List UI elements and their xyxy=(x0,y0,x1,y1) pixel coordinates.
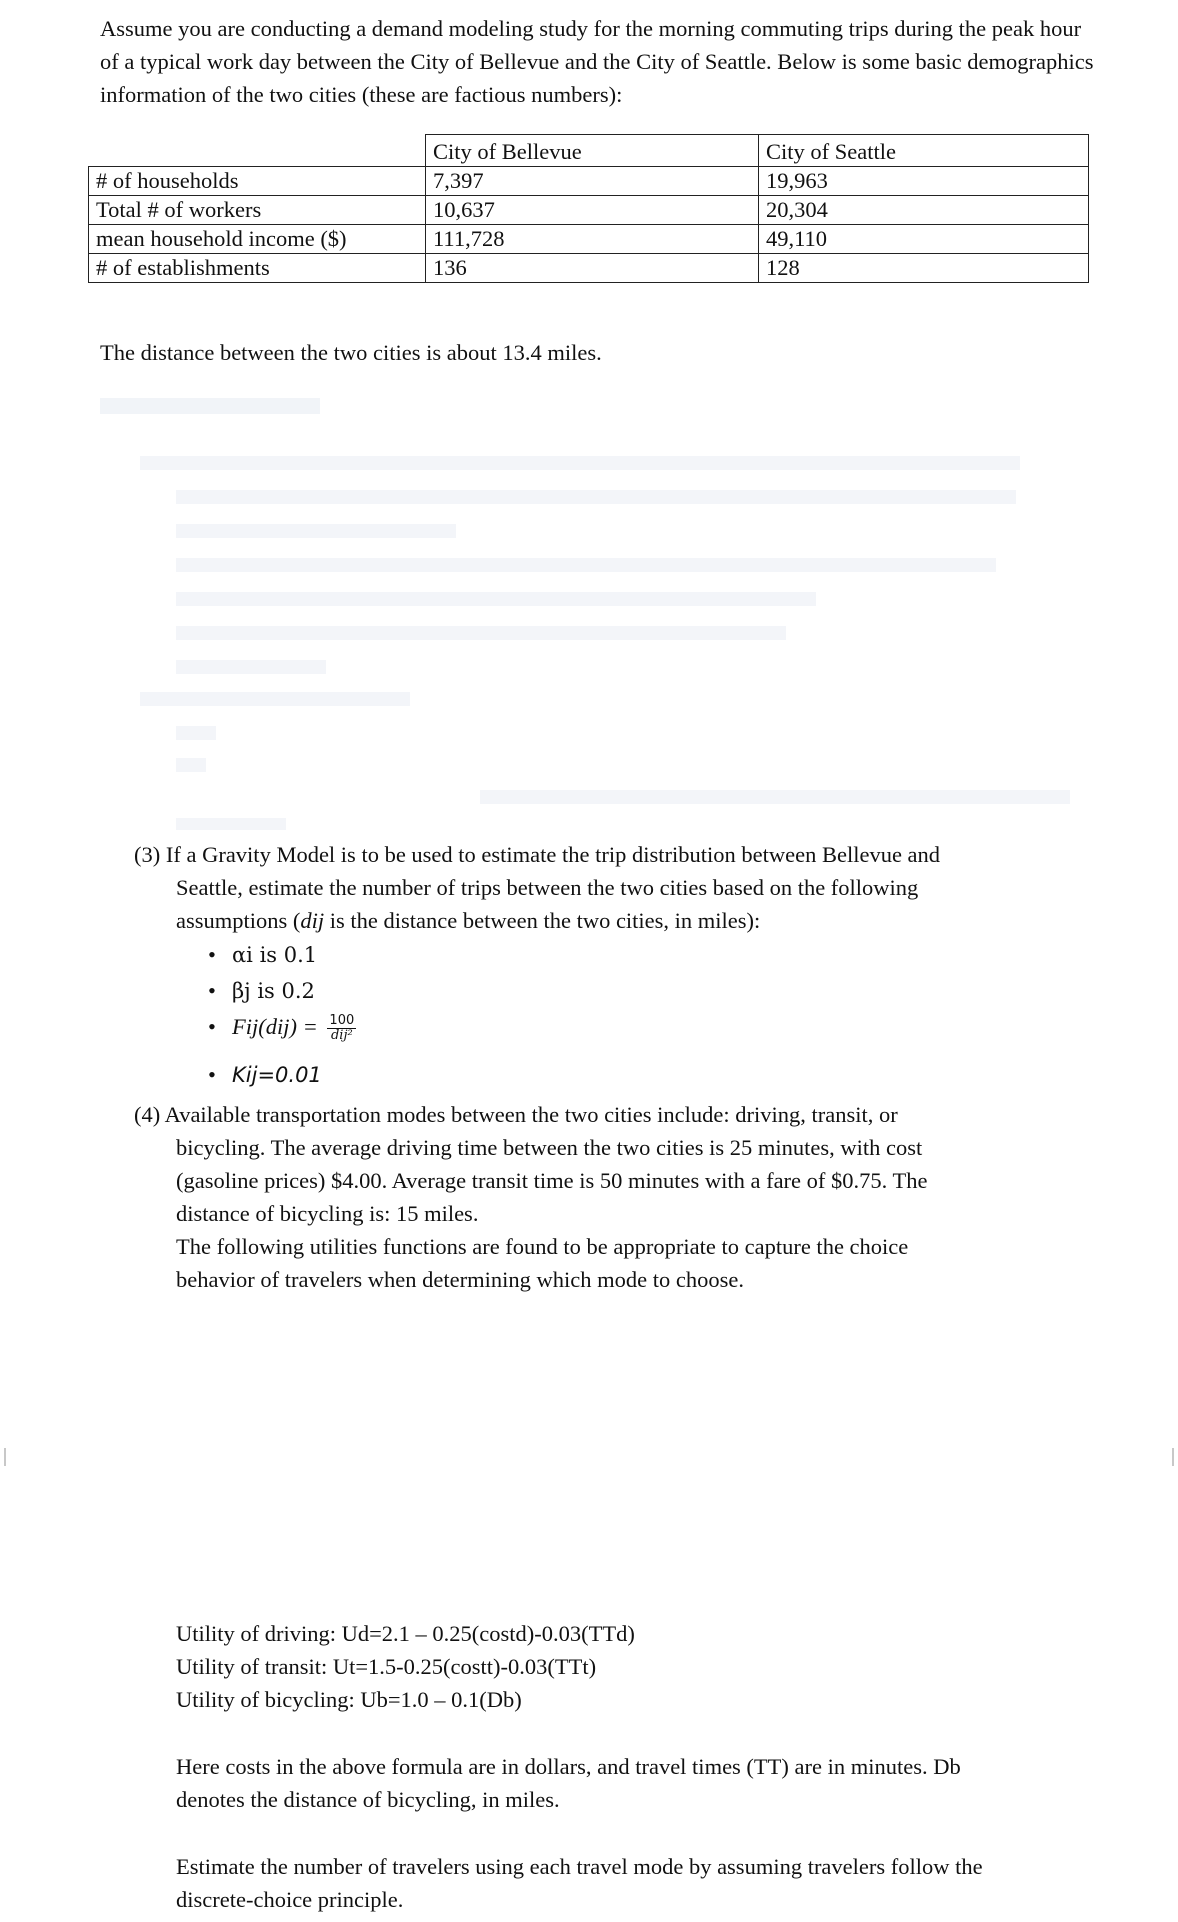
fraction-denominator: dij² xyxy=(330,1028,353,1044)
note-line-2: denotes the distance of bicycling, in miles. xyxy=(176,1787,560,1812)
bullet-beta xyxy=(176,973,356,1009)
table-header-blank xyxy=(89,135,426,167)
q3-line-3 xyxy=(134,904,1054,937)
units-note xyxy=(176,1750,1076,1816)
table-header-row xyxy=(89,135,1089,167)
table-header-bellevue: City of Bellevue xyxy=(426,135,759,167)
q4-line-1: (4) Available transportation modes between the two cities include: driving, transit, or xyxy=(134,1102,898,1127)
table-cell-bellevue: 136 xyxy=(426,254,759,283)
q4-line-2: bicycling. The average driving time between the two cities is 25 minutes, with cost xyxy=(176,1135,923,1160)
table-cell-seattle: 128 xyxy=(759,254,1089,283)
utility-transit: Utility of transit: Ut=1.5-0.25(costt)-0.03(TTt) xyxy=(176,1654,597,1679)
left-edge-mark xyxy=(4,1448,6,1466)
question-3 xyxy=(134,838,1054,937)
table-row xyxy=(89,196,1089,225)
utility-bicycling: Utility of bicycling: Ub=1.0 – 0.1(Db) xyxy=(176,1687,522,1712)
q4-line-3: (gasoline prices) $4.00. Average transit time is 50 minutes with a fare of $0.75. The xyxy=(176,1168,928,1193)
q3-line-1: (3) If a Gravity Model is to be used to estimate the trip distribution between Bellevue and xyxy=(134,842,941,867)
estimate-instruction xyxy=(176,1850,1076,1916)
table-cell-label: # of households xyxy=(89,167,426,196)
distance-sentence: The distance between the two cities is about 13.4 miles. xyxy=(100,340,602,365)
q3-line-3-post: is the distance between the two cities, in miles): xyxy=(324,908,761,933)
bullet-alpha xyxy=(176,937,356,973)
table-cell-bellevue: 10,637 xyxy=(426,196,759,225)
q3-distance-var: dij xyxy=(300,908,325,933)
bullet-k xyxy=(176,1057,356,1093)
note-line-1: Here costs in the above formula are in dollars, and travel times (TT) are in minutes. Db xyxy=(176,1754,961,1779)
estimate-line-1: Estimate the number of travelers using each travel mode by assuming travelers follow the xyxy=(176,1854,983,1879)
friction-lhs: Fij(dij) = xyxy=(232,1014,318,1039)
table-cell-label: Total # of workers xyxy=(89,196,426,225)
table-row xyxy=(89,254,1089,283)
question-4 xyxy=(134,1098,1054,1296)
table-cell-label: mean household income ($) xyxy=(89,225,426,254)
bullet-friction xyxy=(176,1009,356,1057)
q4-line-5: The following utilities functions are found to be appropriate to capture the choice xyxy=(176,1234,909,1259)
table-cell-bellevue: 7,397 xyxy=(426,167,759,196)
table-cell-label: # of establishments xyxy=(89,254,426,283)
table-row xyxy=(89,167,1089,196)
friction-fraction xyxy=(327,1014,356,1043)
q4-line-6: behavior of travelers when determining which mode to choose. xyxy=(176,1267,744,1292)
q4-line-4: distance of bicycling is: 15 miles. xyxy=(176,1201,479,1226)
table-cell-seattle: 49,110 xyxy=(759,225,1089,254)
alpha-text: αi is 0.1 xyxy=(232,943,318,967)
q3-assumption-list xyxy=(176,937,356,1093)
table-row xyxy=(89,225,1089,254)
table-cell-seattle: 20,304 xyxy=(759,196,1089,225)
table-cell-bellevue: 111,728 xyxy=(426,225,759,254)
table-cell-seattle: 19,963 xyxy=(759,167,1089,196)
q3-line-2: Seattle, estimate the number of trips between the two cities based on the following xyxy=(176,875,919,900)
q3-line-3-pre: assumptions ( xyxy=(176,908,301,933)
utility-driving: Utility of driving: Ud=2.1 – 0.25(costd)-0.03(TTd) xyxy=(176,1621,635,1646)
fraction-numerator: 100 xyxy=(329,1013,355,1029)
table-header-seattle: City of Seattle xyxy=(759,135,1089,167)
k-text: Kij=0.01 xyxy=(232,1063,322,1087)
intro-paragraph: Assume you are conducting a demand modeling study for the morning commuting trips during the peak hour of a typical work day between the City of Bellevue and the City of Seattle. Below is some basic demographics information of the two cities (these are factious numbers): xyxy=(100,16,1094,107)
right-edge-mark xyxy=(1172,1448,1174,1466)
utility-functions xyxy=(176,1617,635,1716)
beta-text: βj is 0.2 xyxy=(232,979,315,1003)
demographics-table xyxy=(88,134,1089,283)
estimate-line-2: discrete-choice principle. xyxy=(176,1887,404,1912)
